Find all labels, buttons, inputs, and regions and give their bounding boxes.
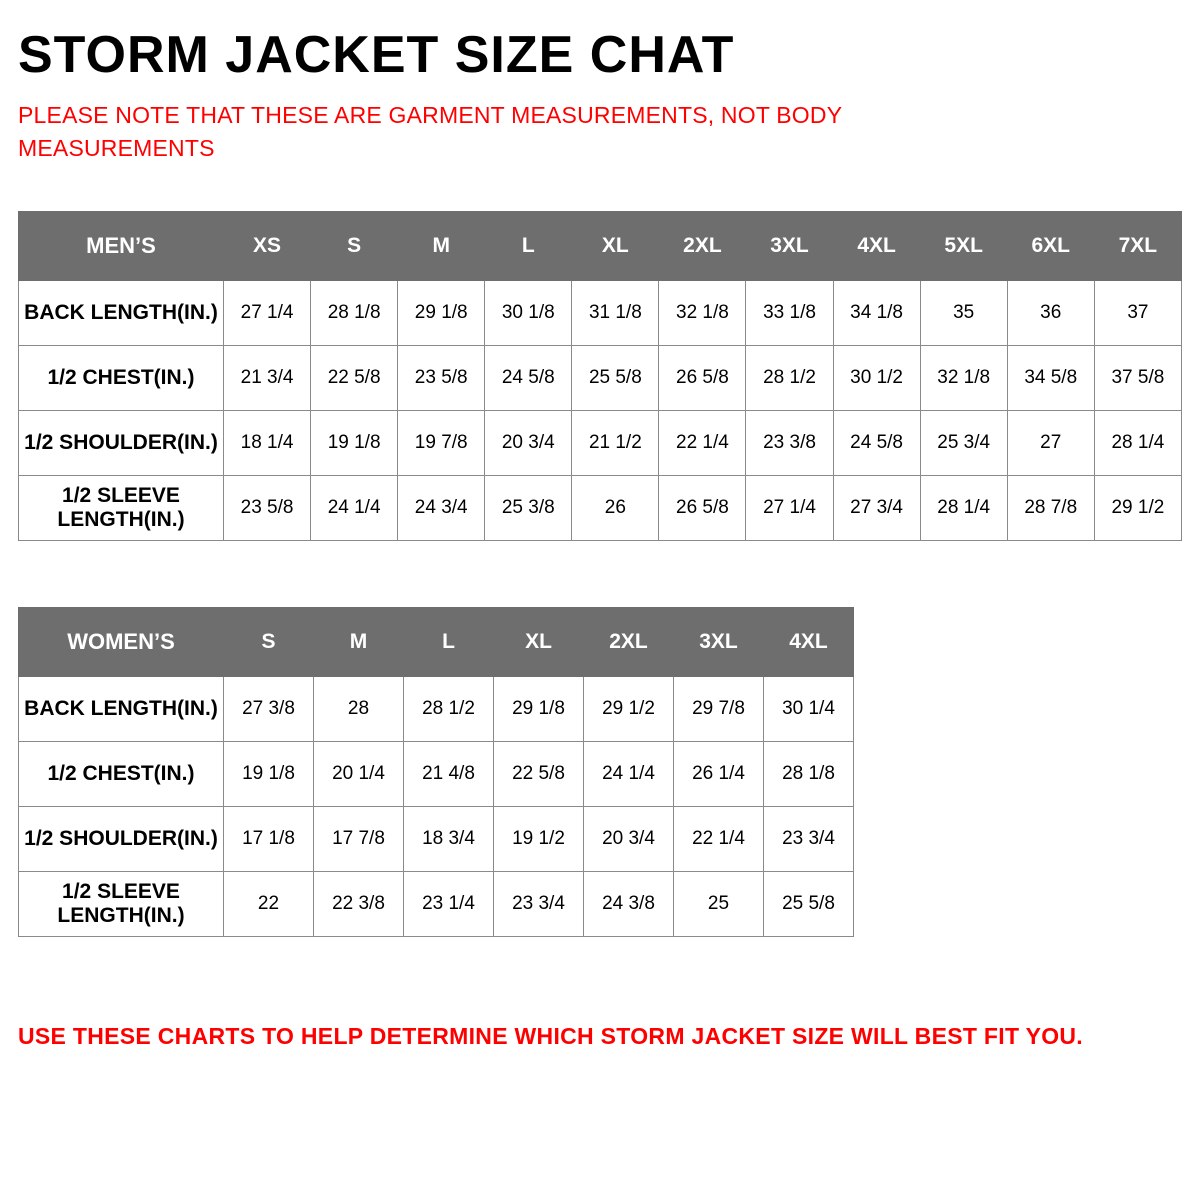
measurement-cell: 29 7/8 xyxy=(674,677,764,742)
measurement-cell: 22 5/8 xyxy=(494,742,584,807)
table-row xyxy=(19,476,1182,541)
measurement-cell: 24 1/4 xyxy=(311,476,398,541)
row-label: BACK LENGTH(IN.) xyxy=(19,281,224,346)
measurement-cell: 28 1/8 xyxy=(764,742,854,807)
mens-size-header: 2XL xyxy=(659,212,746,281)
mens-size-header: XL xyxy=(572,212,659,281)
measurement-cell: 25 5/8 xyxy=(764,872,854,937)
womens-size-header: M xyxy=(314,608,404,677)
measurement-cell: 29 1/2 xyxy=(1094,476,1181,541)
row-label: 1/2 SHOULDER(IN.) xyxy=(19,807,224,872)
mens-size-header: 4XL xyxy=(833,212,920,281)
measurement-cell: 30 1/8 xyxy=(485,281,572,346)
measurement-cell: 17 7/8 xyxy=(314,807,404,872)
row-label: BACK LENGTH(IN.) xyxy=(19,677,224,742)
measurement-cell: 19 1/8 xyxy=(224,742,314,807)
measurement-cell: 37 5/8 xyxy=(1094,346,1181,411)
row-label: 1/2 CHEST(IN.) xyxy=(19,742,224,807)
measurement-cell: 26 5/8 xyxy=(659,476,746,541)
measurement-cell: 22 1/4 xyxy=(674,807,764,872)
womens-header-label: WOMEN’S xyxy=(19,608,224,677)
measurement-cell: 23 1/4 xyxy=(404,872,494,937)
mens-size-header: 6XL xyxy=(1007,212,1094,281)
measurement-cell: 33 1/8 xyxy=(746,281,833,346)
measurement-cell: 18 3/4 xyxy=(404,807,494,872)
measurement-cell: 19 7/8 xyxy=(398,411,485,476)
womens-header-row xyxy=(19,608,854,677)
measurement-cell: 23 5/8 xyxy=(224,476,311,541)
womens-size-header: L xyxy=(404,608,494,677)
mens-size-header: 5XL xyxy=(920,212,1007,281)
measurement-cell: 20 1/4 xyxy=(314,742,404,807)
measurement-note: PLEASE NOTE THAT THESE ARE GARMENT MEASUREMENTS, NOT BODY MEASUREMENTS xyxy=(18,101,842,161)
table-row xyxy=(19,872,854,937)
measurement-cell: 28 7/8 xyxy=(1007,476,1094,541)
row-label: 1/2 CHEST(IN.) xyxy=(19,346,224,411)
measurement-cell: 25 xyxy=(674,872,764,937)
mens-size-header: XS xyxy=(224,212,311,281)
measurement-cell: 19 1/8 xyxy=(311,411,398,476)
measurement-cell: 27 3/4 xyxy=(833,476,920,541)
measurement-cell: 36 xyxy=(1007,281,1094,346)
measurement-cell: 37 xyxy=(1094,281,1181,346)
womens-size-header: S xyxy=(224,608,314,677)
measurement-cell: 25 3/8 xyxy=(485,476,572,541)
measurement-cell: 26 xyxy=(572,476,659,541)
measurement-cell: 19 1/2 xyxy=(494,807,584,872)
measurement-cell: 29 1/8 xyxy=(398,281,485,346)
measurement-cell: 26 1/4 xyxy=(674,742,764,807)
measurement-cell: 30 1/2 xyxy=(833,346,920,411)
measurement-cell: 28 1/2 xyxy=(404,677,494,742)
measurement-cell: 23 3/8 xyxy=(746,411,833,476)
measurement-cell: 18 1/4 xyxy=(224,411,311,476)
mens-size-header: 3XL xyxy=(746,212,833,281)
table-spacer xyxy=(18,541,1182,607)
measurement-cell: 24 3/8 xyxy=(584,872,674,937)
measurement-cell: 31 1/8 xyxy=(572,281,659,346)
table-row xyxy=(19,411,1182,476)
measurement-cell: 28 1/4 xyxy=(920,476,1007,541)
womens-table-body xyxy=(19,608,854,937)
measurement-cell: 21 4/8 xyxy=(404,742,494,807)
measurement-cell: 32 1/8 xyxy=(659,281,746,346)
womens-size-header: 3XL xyxy=(674,608,764,677)
table-row xyxy=(19,346,1182,411)
measurement-cell: 27 1/4 xyxy=(746,476,833,541)
mens-size-header: M xyxy=(398,212,485,281)
row-label: 1/2 SLEEVE LENGTH(IN.) xyxy=(19,872,224,937)
measurement-cell: 23 3/4 xyxy=(494,872,584,937)
measurement-cell: 29 1/2 xyxy=(584,677,674,742)
measurement-cell: 22 1/4 xyxy=(659,411,746,476)
womens-size-header: 2XL xyxy=(584,608,674,677)
mens-size-header: L xyxy=(485,212,572,281)
measurement-cell: 24 5/8 xyxy=(833,411,920,476)
measurement-cell: 30 1/4 xyxy=(764,677,854,742)
table-row xyxy=(19,807,854,872)
measurement-cell: 28 1/4 xyxy=(1094,411,1181,476)
measurement-cell: 27 xyxy=(1007,411,1094,476)
measurement-cell: 25 3/4 xyxy=(920,411,1007,476)
measurement-cell: 20 3/4 xyxy=(584,807,674,872)
mens-header-row xyxy=(19,212,1182,281)
row-label: 1/2 SHOULDER(IN.) xyxy=(19,411,224,476)
footer-note: USE THESE CHARTS TO HELP DETERMINE WHICH STORM JACKET SIZE WILL BEST FIT YOU. xyxy=(18,1023,1083,1050)
page-title: STORM JACKET SIZE CHAT xyxy=(18,26,735,84)
measurement-cell: 27 1/4 xyxy=(224,281,311,346)
womens-size-table xyxy=(18,607,854,937)
measurement-cell: 25 5/8 xyxy=(572,346,659,411)
mens-header-label: MEN’S xyxy=(19,212,224,281)
measurement-cell: 17 1/8 xyxy=(224,807,314,872)
mens-table-body xyxy=(19,212,1182,541)
measurement-cell: 27 3/8 xyxy=(224,677,314,742)
measurement-cell: 34 1/8 xyxy=(833,281,920,346)
measurement-cell: 28 1/2 xyxy=(746,346,833,411)
table-row xyxy=(19,742,854,807)
measurement-cell: 20 3/4 xyxy=(485,411,572,476)
measurement-cell: 23 3/4 xyxy=(764,807,854,872)
measurement-cell: 24 3/4 xyxy=(398,476,485,541)
measurement-cell: 28 1/8 xyxy=(311,281,398,346)
measurement-cell: 24 5/8 xyxy=(485,346,572,411)
measurement-cell: 24 1/4 xyxy=(584,742,674,807)
row-label: 1/2 SLEEVE LENGTH(IN.) xyxy=(19,476,224,541)
measurement-cell: 34 5/8 xyxy=(1007,346,1094,411)
measurement-cell: 21 3/4 xyxy=(224,346,311,411)
mens-size-table xyxy=(18,211,1182,541)
measurement-cell: 22 xyxy=(224,872,314,937)
measurement-cell: 22 3/8 xyxy=(314,872,404,937)
measurement-cell: 22 5/8 xyxy=(311,346,398,411)
table-row xyxy=(19,677,854,742)
measurement-cell: 28 xyxy=(314,677,404,742)
womens-size-header: XL xyxy=(494,608,584,677)
measurement-cell: 21 1/2 xyxy=(572,411,659,476)
measurement-cell: 26 5/8 xyxy=(659,346,746,411)
mens-size-header: 7XL xyxy=(1094,212,1181,281)
measurement-cell: 23 5/8 xyxy=(398,346,485,411)
measurement-cell: 32 1/8 xyxy=(920,346,1007,411)
mens-size-header: S xyxy=(311,212,398,281)
measurement-cell: 29 1/8 xyxy=(494,677,584,742)
measurement-cell: 35 xyxy=(920,281,1007,346)
table-row xyxy=(19,281,1182,346)
womens-size-header: 4XL xyxy=(764,608,854,677)
